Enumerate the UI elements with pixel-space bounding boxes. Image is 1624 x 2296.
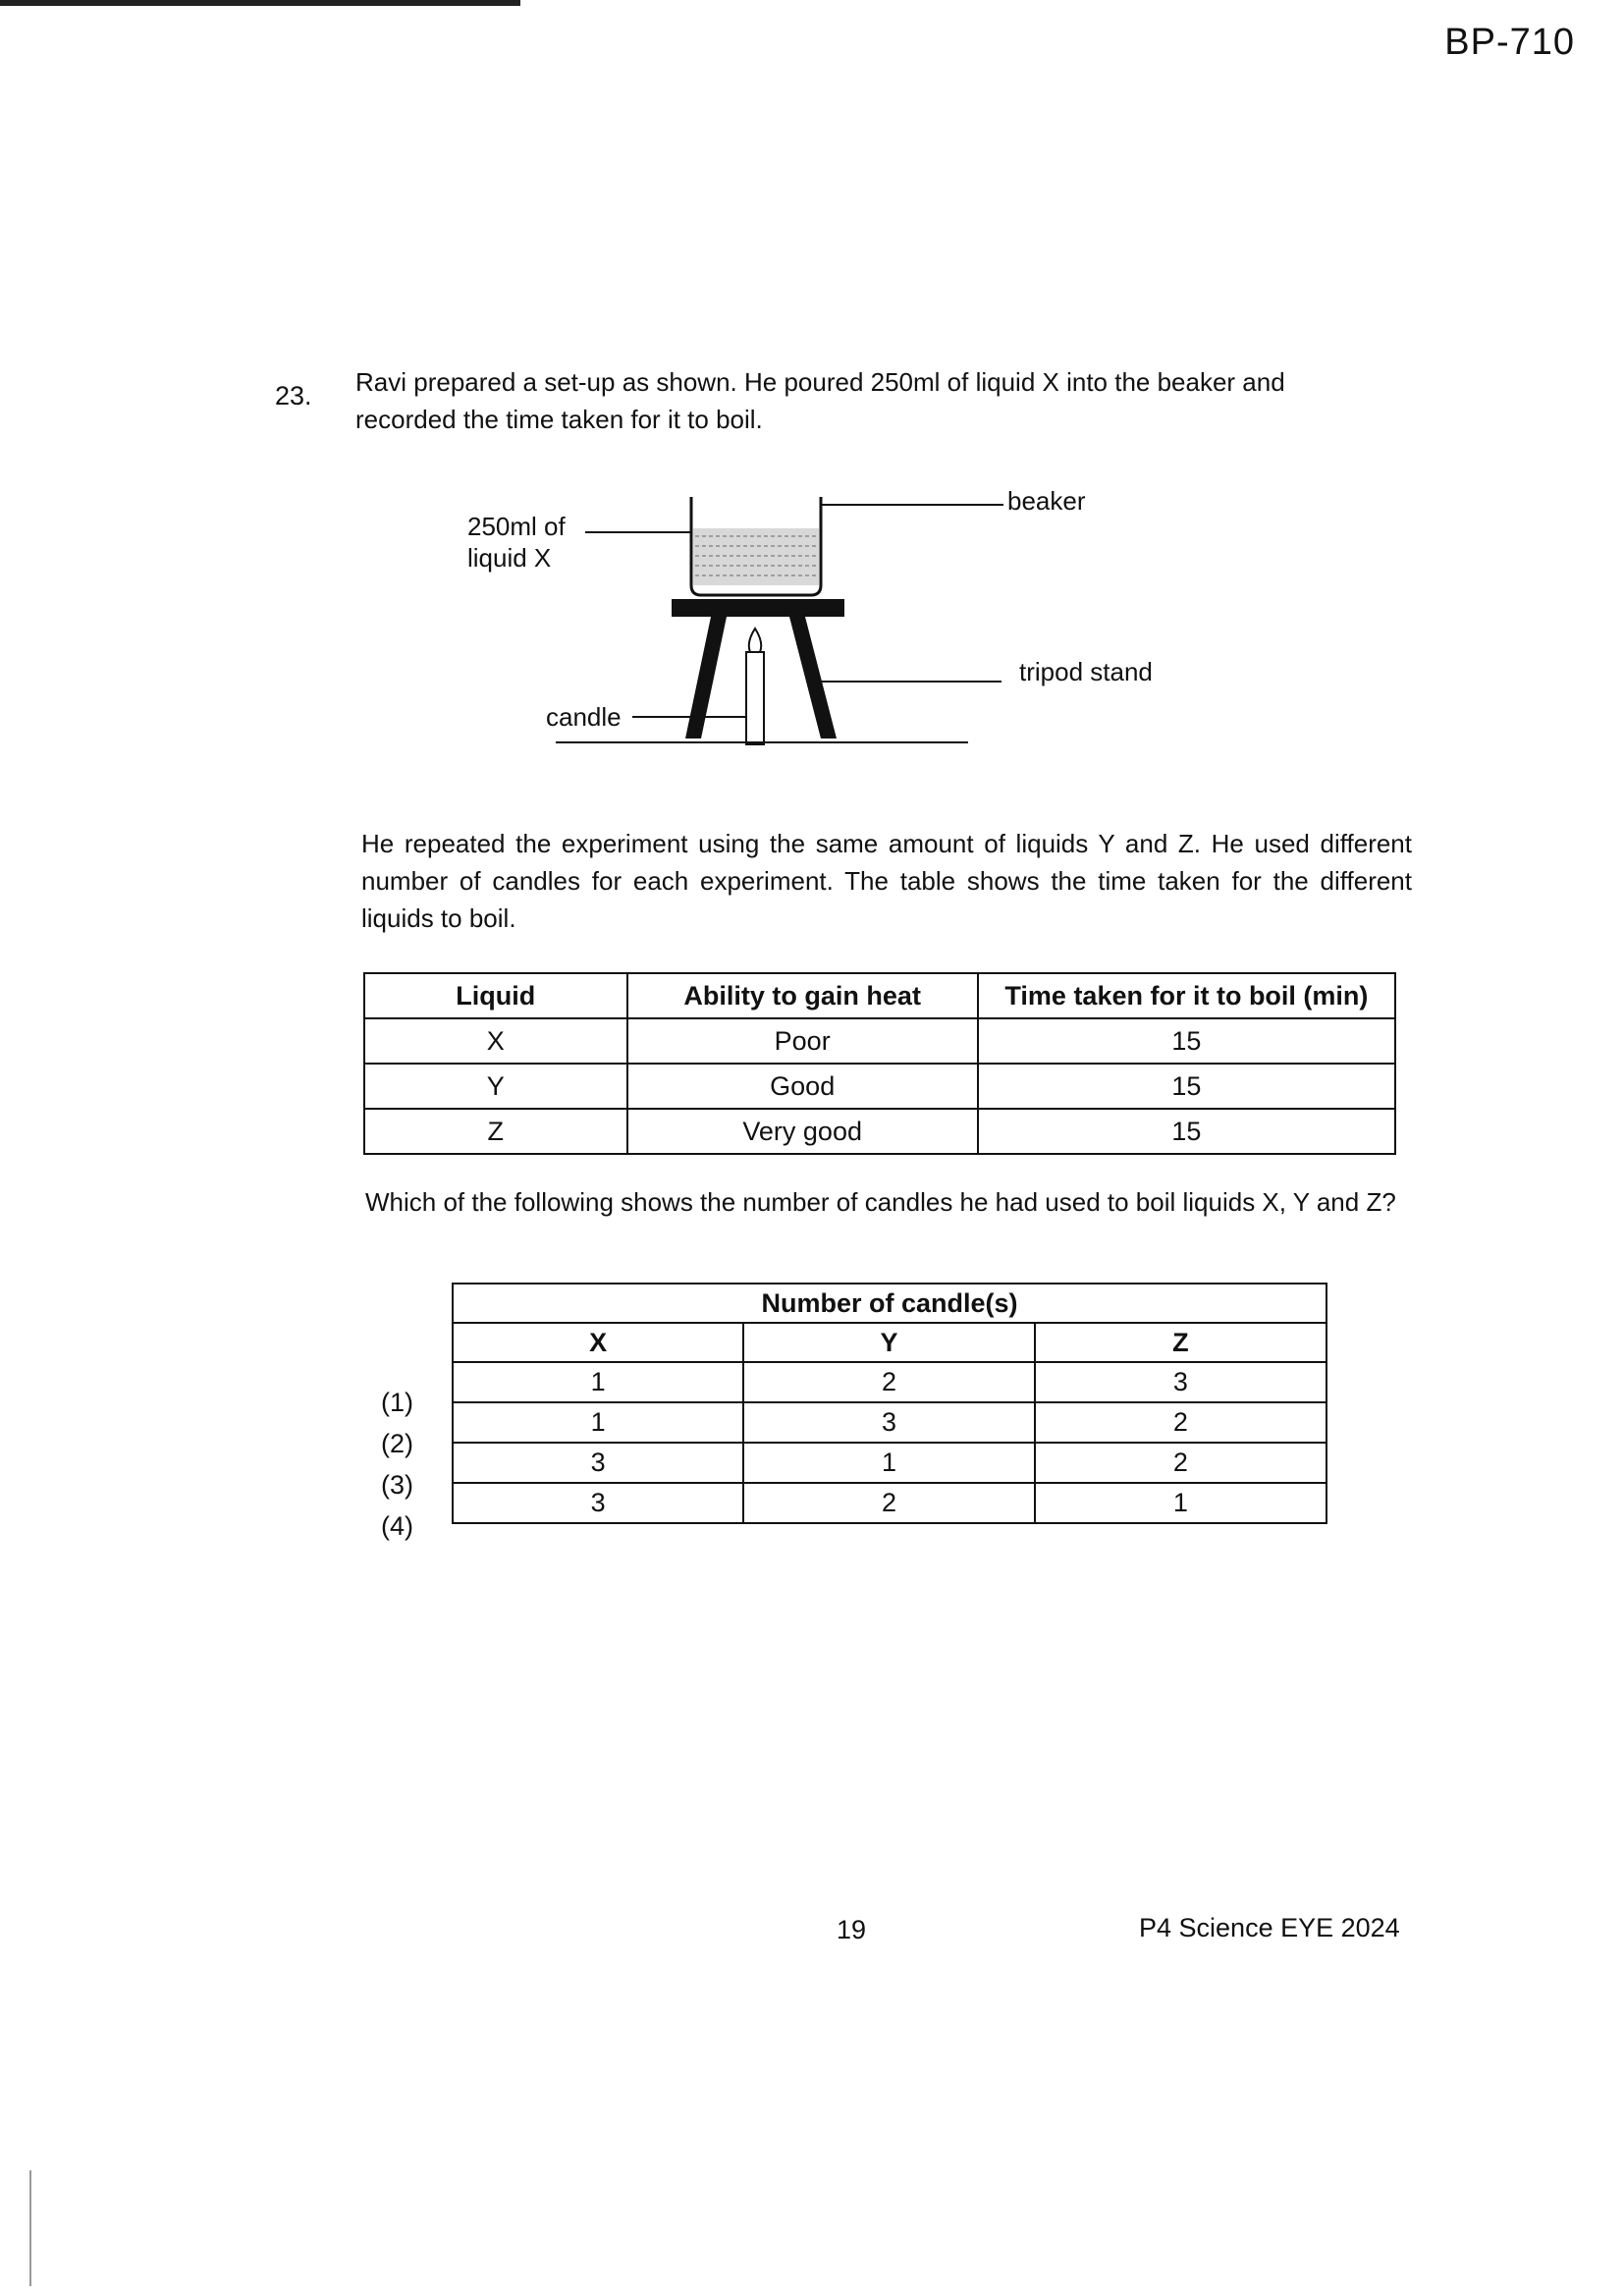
question-prompt: Which of the following shows the number of candles he had used to boil liquids X, Y and Z? xyxy=(365,1187,1396,1217)
liquid-in-beaker xyxy=(693,528,819,585)
cell-x: 1 xyxy=(453,1402,743,1443)
options-group-header-row xyxy=(453,1284,1326,1323)
cell-x: 1 xyxy=(453,1362,743,1402)
header-y: Y xyxy=(743,1323,1034,1362)
table-row xyxy=(364,1018,1395,1064)
cell-liquid: X xyxy=(364,1018,627,1064)
cell-z: 2 xyxy=(1035,1443,1326,1483)
question-number: 23. xyxy=(275,381,312,410)
cell-x: 3 xyxy=(453,1483,743,1523)
cell-ability: Very good xyxy=(627,1109,978,1154)
cell-time: 15 xyxy=(978,1064,1395,1109)
header-number-of-candles: Number of candle(s) xyxy=(453,1284,1326,1323)
footer-title: P4 Science EYE 2024 xyxy=(1139,1913,1400,1942)
scan-margin-line xyxy=(29,2170,31,2286)
cell-liquid: Y xyxy=(364,1064,627,1109)
option-2[interactable]: (2) xyxy=(381,1429,413,1458)
cell-y: 2 xyxy=(743,1483,1034,1523)
cell-y: 2 xyxy=(743,1362,1034,1402)
repeat-text: He repeated the experiment using the same amount of liquids Y and Z. He used different number of candles for each experiment. The table shows the time taken for the different liquids to boil. xyxy=(361,829,1412,933)
cell-time: 15 xyxy=(978,1018,1395,1064)
tripod-leg-left xyxy=(685,617,727,738)
page-number: 19 xyxy=(837,1915,867,1944)
table-row xyxy=(453,1362,1326,1402)
results-table xyxy=(363,972,1396,1155)
table-row xyxy=(364,1064,1395,1109)
table-row xyxy=(364,1109,1395,1154)
cell-y: 3 xyxy=(743,1402,1034,1443)
label-liquid-x: 250ml of liquid X xyxy=(467,512,566,573)
cell-z: 3 xyxy=(1035,1362,1326,1402)
candle-body xyxy=(746,652,764,744)
table-row xyxy=(453,1483,1326,1523)
tripod-leg-right xyxy=(789,617,837,738)
paper-code: BP-710 xyxy=(1444,22,1575,63)
label-beaker: beaker xyxy=(1007,486,1086,516)
label-candle: candle xyxy=(546,702,622,732)
label-tripod-stand: tripod stand xyxy=(1019,657,1153,686)
cell-ability: Poor xyxy=(627,1018,978,1064)
tripod-top xyxy=(672,599,844,617)
header-time: Time taken for it to boil (min) xyxy=(978,973,1395,1018)
cell-liquid: Z xyxy=(364,1109,627,1154)
cell-z: 2 xyxy=(1035,1402,1326,1443)
table-row xyxy=(453,1402,1326,1443)
header-ability: Ability to gain heat xyxy=(627,973,978,1018)
cell-ability: Good xyxy=(627,1064,978,1109)
header-liquid: Liquid xyxy=(364,973,627,1018)
cell-y: 1 xyxy=(743,1443,1034,1483)
table-row xyxy=(453,1443,1326,1483)
table-header-row xyxy=(364,973,1395,1018)
options-header-row xyxy=(453,1323,1326,1362)
options-table xyxy=(452,1283,1327,1524)
header-z: Z xyxy=(1035,1323,1326,1362)
option-1[interactable]: (1) xyxy=(381,1388,413,1417)
option-3[interactable]: (3) xyxy=(381,1470,413,1500)
header-x: X xyxy=(453,1323,743,1362)
question-intro: Ravi prepared a set-up as shown. He poured 250ml of liquid X into the beaker and recorded the time taken for it to boil. xyxy=(355,367,1285,434)
cell-x: 3 xyxy=(453,1443,743,1483)
option-4[interactable]: (4) xyxy=(381,1511,413,1541)
cell-z: 1 xyxy=(1035,1483,1326,1523)
cell-time: 15 xyxy=(978,1109,1395,1154)
candle-flame xyxy=(749,629,761,652)
